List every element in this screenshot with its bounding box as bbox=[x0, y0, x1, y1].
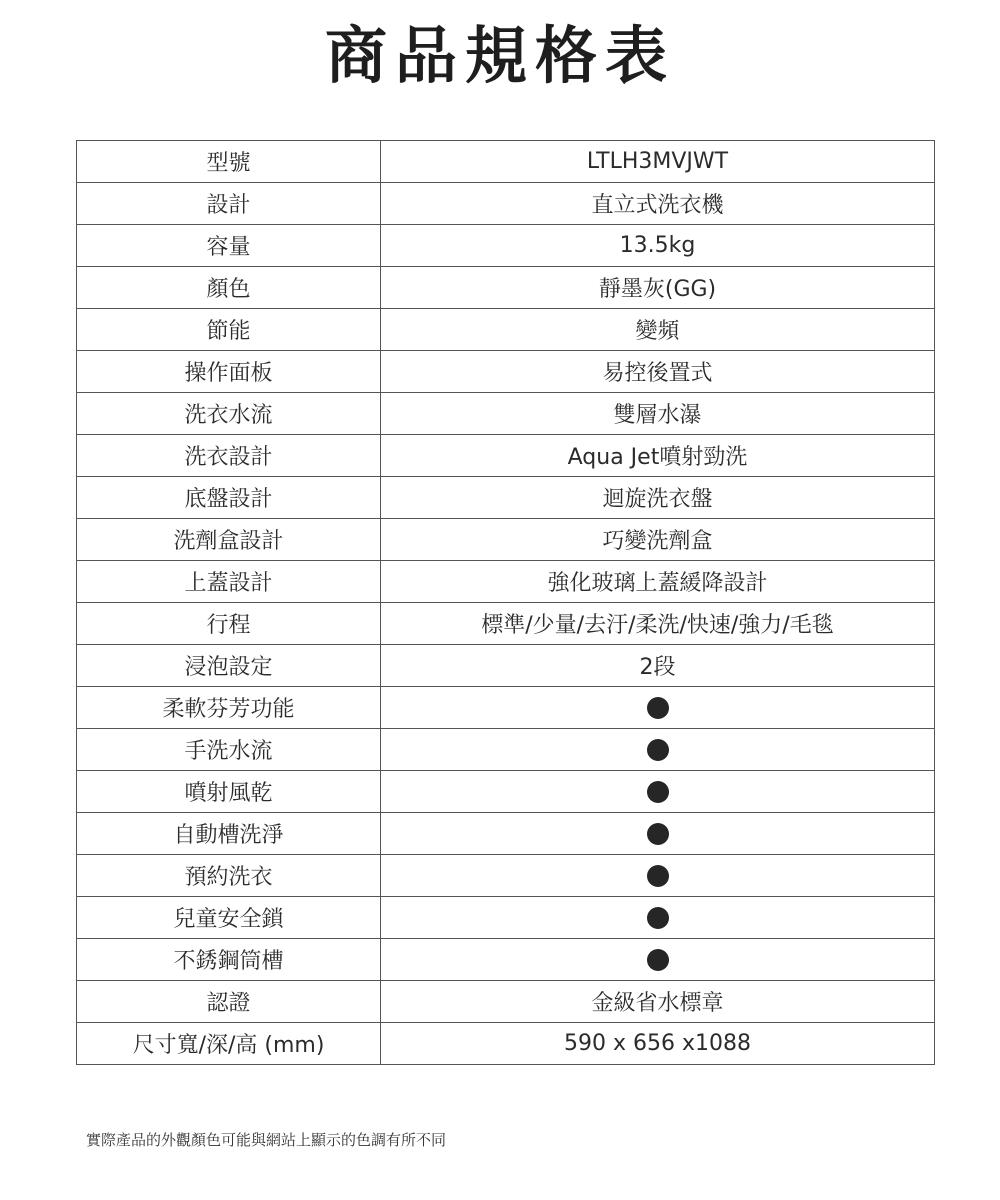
spec-row bbox=[77, 267, 935, 309]
spec-value: 金級省水標章 bbox=[381, 981, 935, 1023]
filled-circle-icon bbox=[647, 823, 669, 845]
spec-label: 洗衣水流 bbox=[77, 393, 381, 435]
spec-value-feature bbox=[381, 687, 935, 729]
spec-table bbox=[76, 140, 935, 1065]
spec-row bbox=[77, 309, 935, 351]
spec-value: 靜墨灰(GG) bbox=[381, 267, 935, 309]
spec-row bbox=[77, 477, 935, 519]
spec-table-body bbox=[77, 141, 935, 1065]
spec-value-feature bbox=[381, 855, 935, 897]
spec-row bbox=[77, 939, 935, 981]
spec-value: 2段 bbox=[381, 645, 935, 687]
spec-label: 設計 bbox=[77, 183, 381, 225]
spec-value: 13.5kg bbox=[381, 225, 935, 267]
spec-value-feature bbox=[381, 813, 935, 855]
spec-value: 590 x 656 x1088 bbox=[381, 1023, 935, 1065]
spec-value: LTLH3MVJWT bbox=[381, 141, 935, 183]
spec-row bbox=[77, 225, 935, 267]
spec-label: 兒童安全鎖 bbox=[77, 897, 381, 939]
spec-label: 洗衣設計 bbox=[77, 435, 381, 477]
spec-value-feature bbox=[381, 771, 935, 813]
spec-label: 浸泡設定 bbox=[77, 645, 381, 687]
spec-value-feature bbox=[381, 897, 935, 939]
spec-row bbox=[77, 729, 935, 771]
filled-circle-icon bbox=[647, 865, 669, 887]
spec-label: 預約洗衣 bbox=[77, 855, 381, 897]
spec-value: 標準/少量/去汙/柔洗/快速/強力/毛毯 bbox=[381, 603, 935, 645]
page-title: 商品規格表 bbox=[324, 19, 675, 92]
filled-circle-icon bbox=[647, 697, 669, 719]
spec-row bbox=[77, 519, 935, 561]
spec-label: 顏色 bbox=[77, 267, 381, 309]
spec-value-feature bbox=[381, 729, 935, 771]
spec-label: 認證 bbox=[77, 981, 381, 1023]
spec-label: 節能 bbox=[77, 309, 381, 351]
spec-row bbox=[77, 813, 935, 855]
spec-value: 迴旋洗衣盤 bbox=[381, 477, 935, 519]
spec-label: 噴射風乾 bbox=[77, 771, 381, 813]
spec-value: 巧變洗劑盒 bbox=[381, 519, 935, 561]
spec-value: Aqua Jet噴射勁洗 bbox=[381, 435, 935, 477]
spec-row bbox=[77, 603, 935, 645]
spec-value: 強化玻璃上蓋緩降設計 bbox=[381, 561, 935, 603]
spec-label: 不銹鋼筒槽 bbox=[77, 939, 381, 981]
spec-row bbox=[77, 687, 935, 729]
spec-label: 容量 bbox=[77, 225, 381, 267]
filled-circle-icon bbox=[647, 781, 669, 803]
spec-value-feature bbox=[381, 939, 935, 981]
spec-label: 上蓋設計 bbox=[77, 561, 381, 603]
spec-label: 尺寸寬/深/高 (mm) bbox=[77, 1023, 381, 1065]
spec-row bbox=[77, 183, 935, 225]
spec-row bbox=[77, 435, 935, 477]
spec-label: 自動槽洗淨 bbox=[77, 813, 381, 855]
spec-label: 行程 bbox=[77, 603, 381, 645]
filled-circle-icon bbox=[647, 949, 669, 971]
spec-value: 雙層水瀑 bbox=[381, 393, 935, 435]
spec-row bbox=[77, 645, 935, 687]
spec-label: 型號 bbox=[77, 141, 381, 183]
filled-circle-icon bbox=[647, 907, 669, 929]
spec-row bbox=[77, 981, 935, 1023]
spec-row bbox=[77, 1023, 935, 1065]
spec-value: 直立式洗衣機 bbox=[381, 183, 935, 225]
filled-circle-icon bbox=[647, 739, 669, 761]
spec-value: 易控後置式 bbox=[381, 351, 935, 393]
spec-row bbox=[77, 141, 935, 183]
spec-label: 操作面板 bbox=[77, 351, 381, 393]
spec-label: 柔軟芬芳功能 bbox=[77, 687, 381, 729]
spec-row bbox=[77, 393, 935, 435]
spec-row bbox=[77, 351, 935, 393]
spec-row bbox=[77, 897, 935, 939]
spec-value: 變頻 bbox=[381, 309, 935, 351]
spec-row bbox=[77, 771, 935, 813]
spec-label: 底盤設計 bbox=[77, 477, 381, 519]
spec-label: 洗劑盒設計 bbox=[77, 519, 381, 561]
spec-label: 手洗水流 bbox=[77, 729, 381, 771]
spec-row bbox=[77, 855, 935, 897]
spec-row bbox=[77, 561, 935, 603]
footnote: 實際產品的外觀顏色可能與網站上顯示的色調有所不同 bbox=[86, 1131, 447, 1149]
